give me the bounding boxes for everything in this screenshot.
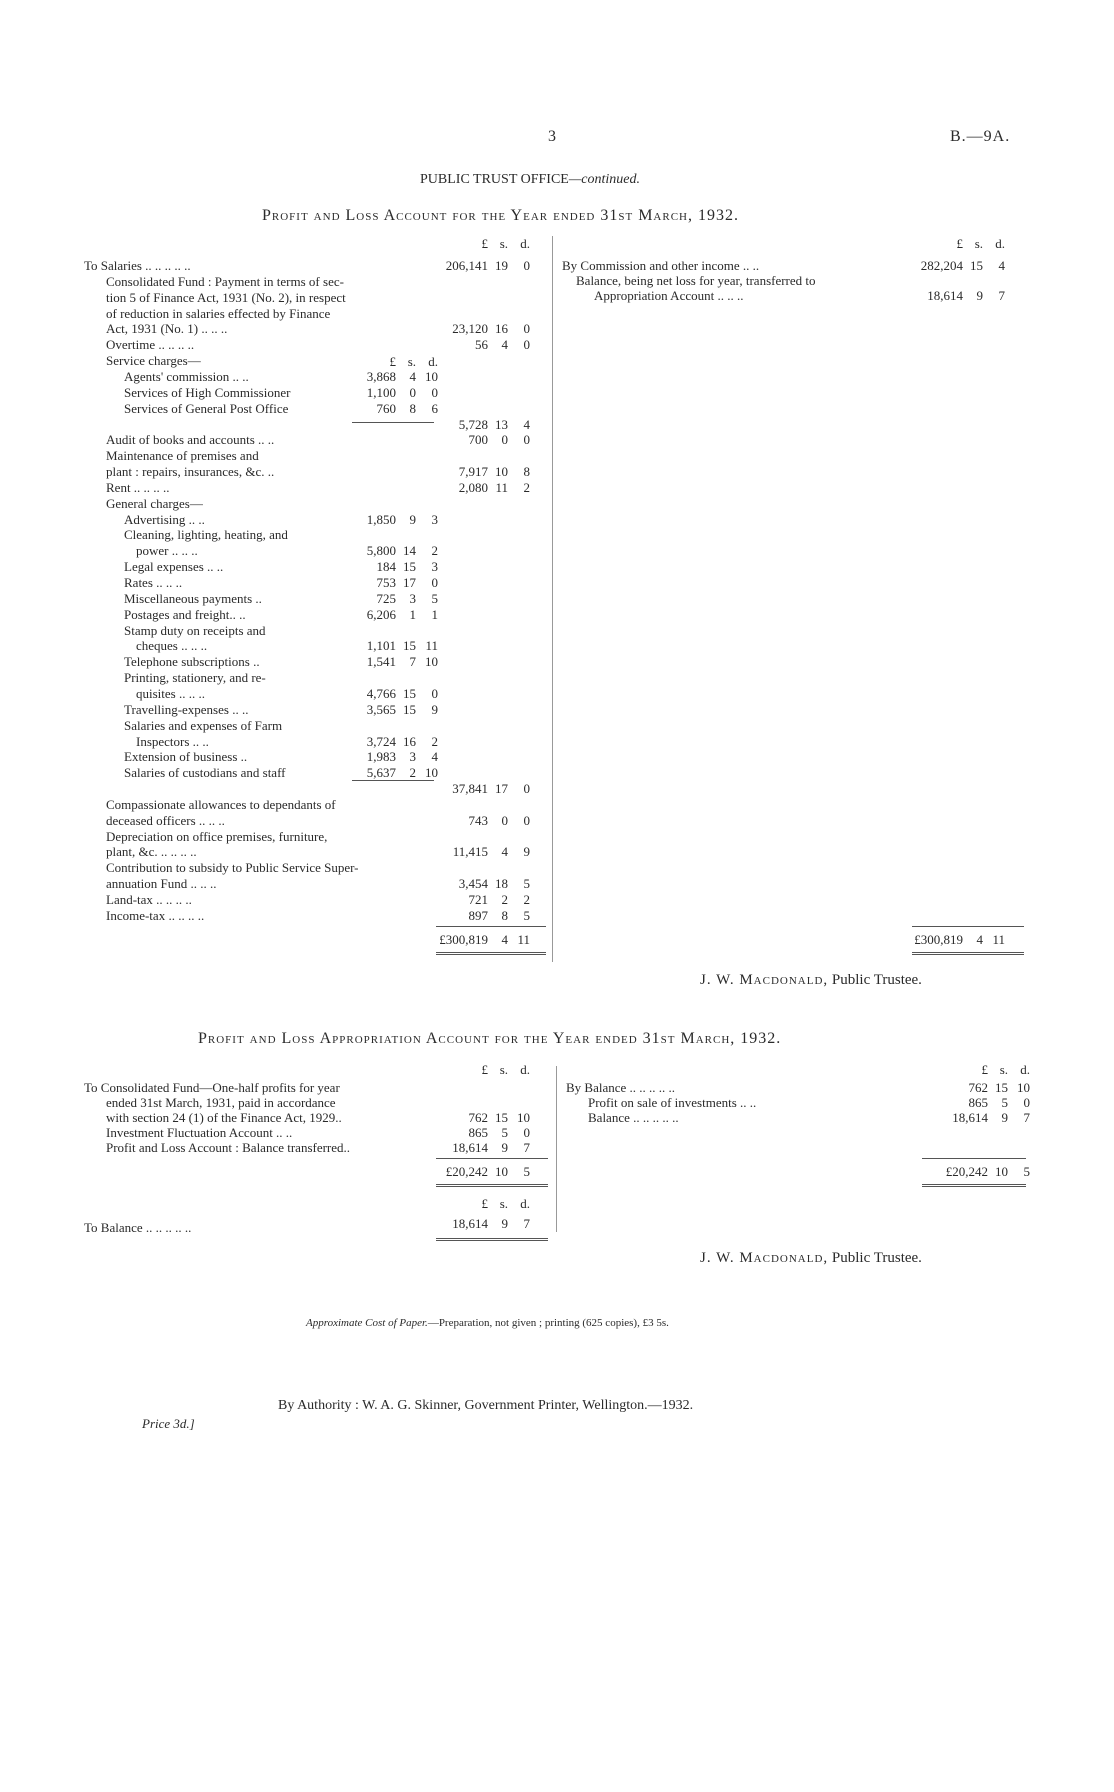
pl-left-row: Cleaning, lighting, heating, and [124,527,288,543]
pl-left-row: cheques .. .. .. [136,638,208,654]
pl-left-row: Salaries of custodians and staff [124,765,286,781]
pl-title: Profit and Loss Account for the Year ended 31st March, 1932. [262,207,739,224]
app-left-row-amount: 865 5 0 [468,1125,530,1140]
pl-left-row: Rates .. .. .. [124,575,183,590]
total-double-rule [436,1184,548,1187]
app-left-row: Investment Fluctuation Account .. .. [106,1125,293,1140]
pl-left-row-amount: 7,917 10 8 [458,464,530,480]
pl-left-row-amount: 721 2 2 [468,892,530,907]
pl-right-total: £300,819 4 11 [914,932,1005,947]
app-left-row: Profit and Loss Account : Balance transferred.. [106,1140,351,1155]
pl-left-row: of reduction in salaries effected by Finance [106,305,331,321]
pl-left-row: Service charges— [106,353,201,369]
pl-left-row: To Salaries .. .. .. .. .. [84,258,191,273]
app-left-amount-header: £ s. d. [481,1062,530,1077]
pl-left-row: annuation Fund .. .. .. [106,876,217,892]
pl-left-row: Audit of books and accounts .. .. [106,432,275,448]
pl-left-row: Maintenance of premises and [106,448,259,464]
app-right-row-amount: 762 15 10 [968,1080,1030,1095]
app-right-row-amount: 865 5 0 [968,1095,1030,1110]
app-right-row: By Balance .. .. .. .. .. [566,1080,676,1095]
pl-left-row: Legal expenses .. .. [124,559,224,575]
pl-left-row: Land-tax .. .. .. .. [106,892,192,907]
balance-amount-header: £ s. d. [481,1196,530,1211]
total-rule [922,1158,1026,1159]
pl-left-row: Overtime .. .. .. .. [106,337,195,353]
pl-right-row: Appropriation Account .. .. .. [594,288,744,303]
pl-left-row: plant : repairs, insurances, &c. .. [106,464,275,480]
app-right-row: Profit on sale of investments .. .. [588,1095,757,1110]
app-title: Profit and Loss Appropriation Account for the Year ended 31st March, 1932. [198,1030,782,1047]
pl-left-row: power .. .. .. [136,543,198,559]
pl-left-row-amount: 743 0 0 [468,812,530,828]
signature-public-trustee: J. W. Macdonald, Public Trustee. [700,1250,922,1266]
pl-right-amount-header: £ s. d. [956,236,1005,251]
office-title: PUBLIC TRUST OFFICE—continued. [420,172,641,187]
app-left-row: ended 31st March, 1931, paid in accordance [106,1095,336,1110]
pl-left-row-sub-amount: 5,637 2 10 [366,765,438,781]
app-column-divider [556,1066,557,1232]
pl-left-row: Services of General Post Office [124,400,289,416]
pl-left-row: Consolidated Fund : Payment in terms of sec- [106,273,344,289]
pl-left-row-amount: 11,415 4 9 [452,844,530,860]
pl-right-row-amount: 18,614 9 7 [927,288,1005,303]
pl-left-row-sub-amount: 3,868 4 10 [366,368,438,384]
pl-left-row-sub-amount: 725 3 5 [376,590,438,606]
total-rule [436,926,546,927]
subtotal-rule [352,422,434,423]
pl-left-row: Act, 1931 (No. 1) .. .. .. [106,321,228,337]
signature-public-trustee: J. W. Macdonald, Public Trustee. [700,972,922,988]
pl-left-row-sub-amount: 1,101 15 11 [366,638,438,654]
pl-left-row: Agents' commission .. .. [124,368,249,384]
pl-inner-amount-header: £ s. d. [389,354,438,369]
page-code: B.—9A. [950,128,1011,145]
pl-left-total: £300,819 4 11 [439,932,530,947]
app-left-row: To Consolidated Fund—One-half profits for year [84,1080,340,1095]
total-double-rule [436,952,546,955]
pl-left-row: Services of High Commissioner [124,384,291,400]
app-left-row-amount: 762 15 10 [468,1110,530,1125]
pl-right-row: Balance, being net loss for year, transferred to [576,273,816,288]
subtotal-rule [352,780,434,781]
pl-left-row-sub-amount: 760 8 6 [376,400,438,416]
pl-left-row: Extension of business .. [124,749,248,765]
pl-left-row-amount: 700 0 0 [468,432,530,448]
cost-note: Approximate Cost of Paper.—Preparation, not given ; printing (625 copies), £3 5s. [306,1317,669,1329]
authority-line: By Authority : W. A. G. Skinner, Government Printer, Wellington.—1932. [278,1398,694,1413]
app-left-row: with section 24 (1) of the Finance Act, 1929.. [106,1110,342,1125]
pl-left-row: quisites .. .. .. [136,685,205,701]
pl-right-row: By Commission and other income .. .. [562,258,760,273]
pl-left-row-sub-amount: 753 17 0 [376,575,438,590]
app-right-amount-header: £ s. d. [981,1062,1030,1077]
pl-left-row: Advertising .. .. [124,511,205,527]
pl-left-row: plant, &c. .. .. .. .. [106,844,197,860]
total-rule [436,1158,548,1159]
pl-left-row: Contribution to subsidy to Public Service Super- [106,860,359,876]
app-left-row-amount: 18,614 9 7 [452,1140,530,1155]
pl-left-row-amount: 897 8 5 [468,907,530,923]
pl-left-row: Miscellaneous payments .. [124,590,262,606]
pl-left-row-sub-amount: 1,541 7 10 [366,654,438,670]
pl-left-row-sub-amount: 184 15 3 [376,559,438,575]
pl-left-row: Salaries and expenses of Farm [124,717,283,733]
pl-left-row-amount: 3,454 18 5 [458,876,530,892]
balance-line-label: To Balance .. .. .. .. .. [84,1220,192,1235]
pl-left-row-amount: 56 4 0 [475,337,530,353]
pl-left-row: Stamp duty on receipts and [124,622,266,638]
pl-left-row-sub-amount: 3,565 15 9 [366,701,438,717]
pl-left-row-sub-amount: 4,766 15 0 [366,685,438,701]
app-right-total: £20,242 10 5 [945,1164,1030,1179]
total-double-rule [912,952,1024,955]
pl-left-row-sub-amount: 1,850 9 3 [366,511,438,527]
total-rule [912,926,1024,927]
pl-left-row: Income-tax .. .. .. .. [106,907,205,923]
pl-left-row: General charges— [106,495,203,511]
app-right-row-amount: 18,614 9 7 [952,1110,1030,1125]
pl-left-row: Inspectors .. .. [136,733,209,749]
pl-left-row: Postages and freight.. .. [124,606,246,622]
price: Price 3d.] [142,1416,195,1431]
pl-left-row-sub-amount: 3,724 16 2 [366,733,438,749]
pl-left-row-amount: 23,120 16 0 [452,321,530,337]
pl-left-row: Telephone subscriptions .. [124,654,260,670]
pl-column-divider [552,236,553,962]
balance-line-amount: 18,614 9 7 [452,1216,530,1231]
pl-left-row-amount: 206,141 19 0 [445,258,530,273]
pl-left-row: tion 5 of Finance Act, 1931 (No. 2), in respect [106,289,346,305]
total-double-rule [436,1238,548,1241]
pl-left-row-amount: 2,080 11 2 [458,479,530,495]
app-left-total: £20,242 10 5 [445,1164,530,1179]
page-number: 3 [548,128,557,145]
app-right-row: Balance .. .. .. .. .. [588,1110,679,1125]
pl-left-row-sub-amount: 1,100 0 0 [366,384,438,400]
pl-left-row-amount: 5,728 13 4 [458,416,530,432]
pl-left-row-sub-amount: 1,983 3 4 [366,749,438,765]
pl-left-row: Depreciation on office premises, furniture, [106,828,328,844]
pl-left-row-sub-amount: 5,800 14 2 [366,543,438,559]
pl-right-row-amount: 282,204 15 4 [920,258,1005,273]
pl-left-row: Travelling-expenses .. .. [124,701,249,717]
pl-left-row-sub-amount: 6,206 1 1 [366,606,438,622]
pl-left-row: deceased officers .. .. .. [106,812,225,828]
pl-left-amount-header: £ s. d. [481,236,530,251]
pl-left-row: Printing, stationery, and re- [124,670,266,686]
pl-left-row: Compassionate allowances to dependants of [106,796,336,812]
total-double-rule [922,1184,1026,1187]
pl-left-row: Rent .. .. .. .. [106,479,170,495]
pl-left-row-amount: 37,841 17 0 [452,781,530,797]
